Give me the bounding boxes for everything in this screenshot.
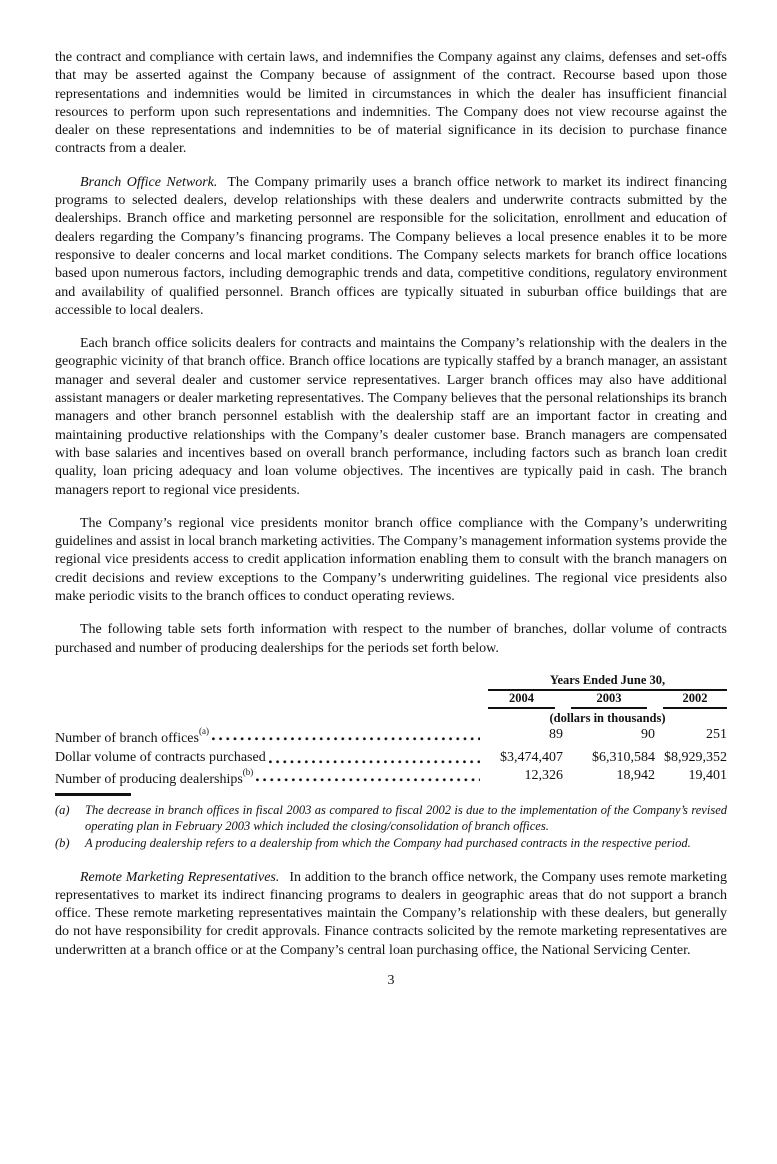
column-header-2004: 2004 xyxy=(488,691,563,709)
cell-2004: 89 xyxy=(549,727,563,743)
document-page xyxy=(55,49,727,989)
branch-statistics-table xyxy=(55,673,727,789)
paragraph-remote-marketing xyxy=(55,869,727,960)
paragraph-table-intro xyxy=(55,621,727,658)
cell-2004: 12,326 xyxy=(524,768,563,783)
footnote-text: The decrease in branch offices in fiscal 2003 as compared to fiscal 2002 is due to the implementation of the Company’s revised operating plan in February 2003 which included the closing/consolidation of branch offices. xyxy=(85,802,727,834)
paragraph-text: The Company’s regional vice presidents monitor branch office compliance with the Company’s underwriting guidelines and assist in local branch marketing activities. The Company’s management information systems provide the regional vice presidents access to credit application information enabling them to consult with the branch managers on credit decisions and review exceptions to the Company’s underwriting guidelines. The regional vice presidents also make periodic visits to the branch offices to conduct operating reviews. xyxy=(55,515,727,605)
paragraph-text: In addition to the branch office network, the Company uses remote marketing representatives to market its indirect financing programs to dealers in geographic areas that do not support a branch office. These remote marketing representatives maintain the Company’s relationship with these dealers, but generally do not have responsibility for credit approvals. Finance contracts solicited by the remote marketing representatives are underwritten at a branch office or at the Company’s central loan purchasing office, the National Servicing Center. xyxy=(55,869,727,958)
table-row-dollar-volume xyxy=(55,749,727,767)
cell-2003: $6,310,584 xyxy=(592,749,655,765)
paragraph-contract-compliance xyxy=(55,49,727,159)
page-number: 3 xyxy=(387,973,395,989)
footnotes-section xyxy=(55,793,727,851)
paragraph-regional-vice-presidents xyxy=(55,515,727,606)
column-header-2003: 2003 xyxy=(563,691,655,709)
footnote-separator-rule xyxy=(55,793,131,796)
table-header xyxy=(488,673,727,727)
footnote-marker: (a) xyxy=(55,802,70,817)
footnote-ref-a: (a) xyxy=(198,726,209,737)
cell-2004: $3,474,407 xyxy=(500,749,563,765)
paragraph-text: The following table sets forth information with respect to the number of branches, dollar volume of contracts purchased and number of producing dealerships for the periods set forth below. xyxy=(55,622,727,656)
paragraph-text: The Company primarily uses a branch office network to market its indirect financing programs to selected dealers, develop relationships with these dealers and underwrite contracts submitted by the dealerships. Branch office and marketing personnel are responsible for the solicitation, enrollment and education of dealers regarding the Company’s financing programs. The Company believes a local presence enables it to be more responsive to dealer concerns and local market conditions. The Company selects markets for branch office locations based upon numerous factors, including demographic trends and data, competitive conditions, regulatory environment and availability of qualified personnel. Branch offices are typically situated in suburban office buildings that are accessible to local dealers. xyxy=(55,174,727,318)
paragraph-branch-office-network xyxy=(55,174,727,320)
cell-2002: 19,401 xyxy=(688,768,727,783)
column-header-2002: 2002 xyxy=(655,691,727,709)
footnote-a xyxy=(55,802,727,835)
row-label: Dollar volume of contracts purchased xyxy=(55,749,488,767)
footnote-b xyxy=(55,835,727,852)
paragraph-text: Each branch office solicits dealers for contracts and maintains the Company’s relationship with the dealers in the geographic vicinity of that branch office. Branch office locations are typically staffed by a branch manager, an assistant manager and several dealer and customer service representatives. Larger branch offices may also have additional assistant managers or dealer marketing representatives. The Company believes that the personal relationships its branch managers and other branch personnel establish with the dealership staff are an important factor in creating and maintaining productive relationships with the Company’s dealer customer base. Branch managers are compensated with base salaries and incentives based on overall branch performance, including factors such as branch loan credit quality, loan pricing adequacy and loan volume objectives. The incentives are typically paid in cash. The branch managers report to regional vice presidents. xyxy=(55,336,727,498)
table-row-branch-offices xyxy=(55,726,727,748)
footnote-text: A producing dealership refers to a dealership from which the Company had purchased contracts in the respective period. xyxy=(85,835,691,850)
footnote-marker: (b) xyxy=(55,835,70,850)
paragraph-text: the contract and compliance with certain laws, and indemnifies the Company against any claims, defenses and set-offs that may be asserted against the Company because of assignment of the contract. Recourse based upon those representations and indemnities would be limited in circumstances in which the dealer has insufficient financial resources to perform upon such representations and indemnities. The Company does not view recourse against the dealer on these representations and indemnities to be of material significance in its decision to purchase finance contracts from a dealer. xyxy=(55,50,727,157)
table-title: Years Ended June 30, xyxy=(549,672,666,687)
cell-2003: 18,942 xyxy=(616,768,655,783)
dot-leader xyxy=(256,767,480,789)
cell-2002: 251 xyxy=(706,727,727,743)
paragraph-lead-italic: Branch Office Network. xyxy=(80,174,218,190)
table-year-columns xyxy=(488,691,727,709)
table-row-producing-dealerships xyxy=(55,767,727,789)
row-label: Number of producing dealerships$^{(b)}$ xyxy=(55,767,488,789)
dot-leader xyxy=(269,749,480,767)
dot-leader xyxy=(212,726,480,748)
table-subtitle: (dollars in thousands) xyxy=(549,711,666,726)
paragraph-each-branch-office xyxy=(55,335,727,500)
footnote-ref-b: (b) xyxy=(242,767,254,777)
paragraph-lead-italic: Remote Marketing Representatives. xyxy=(80,869,280,885)
cell-2003: 90 xyxy=(641,727,655,743)
cell-2002: $8,929,352 xyxy=(664,749,727,765)
row-label: Number of branch offices$^{(a)}$ xyxy=(55,726,488,748)
